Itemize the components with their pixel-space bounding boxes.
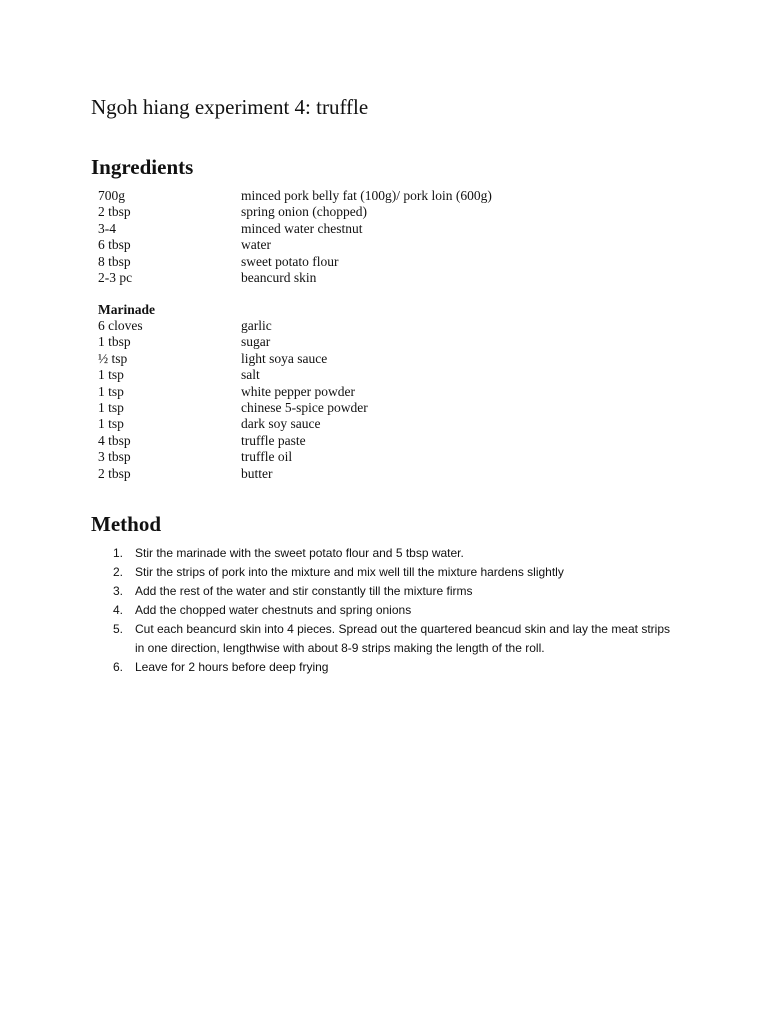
- ingredients-heading: Ingredients: [91, 155, 194, 179]
- marinade-table: [98, 318, 368, 482]
- page-title: Ngoh hiang experiment 4: truffle: [91, 95, 369, 119]
- table-row: [98, 318, 368, 334]
- step-text: Cut each beancurd skin into 4 pieces. Spread out the quartered beancud skin and lay the meat strips in one direction, lengthwise with about 8-9 strips making the length of the roll.: [135, 622, 670, 655]
- ingredient-qty: 2 tbsp: [98, 204, 131, 220]
- table-row: [98, 254, 492, 270]
- method-steps-list: [113, 544, 673, 677]
- table-row: [98, 466, 368, 482]
- marinade-item: light soya sauce: [241, 350, 328, 366]
- step-number: 6.: [113, 660, 124, 674]
- step-number: 2.: [113, 565, 124, 579]
- marinade-qty: ½ tsp: [98, 350, 128, 366]
- ingredients-table: [98, 188, 492, 286]
- ingredient-qty: 6 tbsp: [98, 237, 131, 253]
- method-step: [113, 582, 673, 601]
- step-number: 3.: [113, 584, 124, 598]
- table-row: [98, 449, 368, 465]
- table-row: [98, 270, 492, 286]
- step-text: Add the chopped water chestnuts and spring onions: [135, 603, 412, 617]
- ingredient-item: minced water chestnut: [241, 220, 363, 236]
- ingredient-item: minced pork belly fat (100g)/ pork loin (600g): [241, 188, 492, 203]
- step-number: 5.: [113, 622, 124, 636]
- ingredient-qty: 2-3 pc: [98, 270, 133, 286]
- step-text: Stir the marinade with the sweet potato flour and 5 tbsp water.: [135, 546, 464, 560]
- table-row: [98, 334, 368, 350]
- marinade-qty: 1 tsp: [98, 367, 124, 383]
- ingredient-qty: 3-4: [98, 220, 116, 236]
- ingredient-item: beancurd skin: [241, 270, 317, 286]
- marinade-item: truffle paste: [241, 432, 306, 448]
- table-row: [98, 384, 368, 400]
- marinade-heading: Marinade: [98, 302, 155, 317]
- table-row: [98, 400, 368, 416]
- marinade-qty: 2 tbsp: [98, 465, 131, 481]
- ingredient-item: sweet potato flour: [241, 253, 339, 269]
- table-row: [98, 221, 492, 237]
- marinade-item: garlic: [241, 318, 272, 333]
- marinade-item: butter: [241, 465, 273, 481]
- step-number: 4.: [113, 603, 124, 617]
- marinade-item: chinese 5-spice powder: [241, 400, 368, 416]
- marinade-item: salt: [241, 367, 260, 383]
- marinade-item: truffle oil: [241, 449, 293, 465]
- step-number: 1.: [113, 546, 124, 560]
- ingredient-qty: 700g: [98, 188, 125, 203]
- marinade-item: white pepper powder: [241, 383, 355, 399]
- marinade-item: sugar: [241, 334, 271, 350]
- table-row: [98, 237, 492, 253]
- marinade-qty: 1 tsp: [98, 400, 124, 416]
- method-step: [113, 658, 673, 677]
- table-row: [98, 367, 368, 383]
- method-step: [113, 544, 673, 563]
- marinade-qty: 3 tbsp: [98, 449, 131, 465]
- method-step: [113, 563, 673, 582]
- table-row: [98, 433, 368, 449]
- marinade-item: dark soy sauce: [241, 416, 321, 432]
- ingredient-item: water: [241, 237, 271, 253]
- ingredient-qty: 8 tbsp: [98, 253, 131, 269]
- method-heading: Method: [91, 512, 161, 536]
- table-row: [98, 351, 368, 367]
- step-text: Leave for 2 hours before deep frying: [135, 660, 329, 674]
- method-step: [113, 601, 673, 620]
- method-step: [113, 620, 673, 658]
- marinade-qty: 1 tsp: [98, 383, 124, 399]
- marinade-qty: 4 tbsp: [98, 432, 131, 448]
- table-row: [98, 416, 368, 432]
- marinade-qty: 1 tbsp: [98, 334, 131, 350]
- step-text: Stir the strips of pork into the mixture and mix well till the mixture hardens slightly: [135, 565, 564, 579]
- marinade-qty: 1 tsp: [98, 416, 124, 432]
- marinade-qty: 6 cloves: [98, 318, 143, 333]
- step-text: Add the rest of the water and stir constantly till the mixture firms: [135, 584, 473, 598]
- table-row: [98, 204, 492, 220]
- ingredient-item: spring onion (chopped): [241, 204, 367, 220]
- table-row: [98, 188, 492, 204]
